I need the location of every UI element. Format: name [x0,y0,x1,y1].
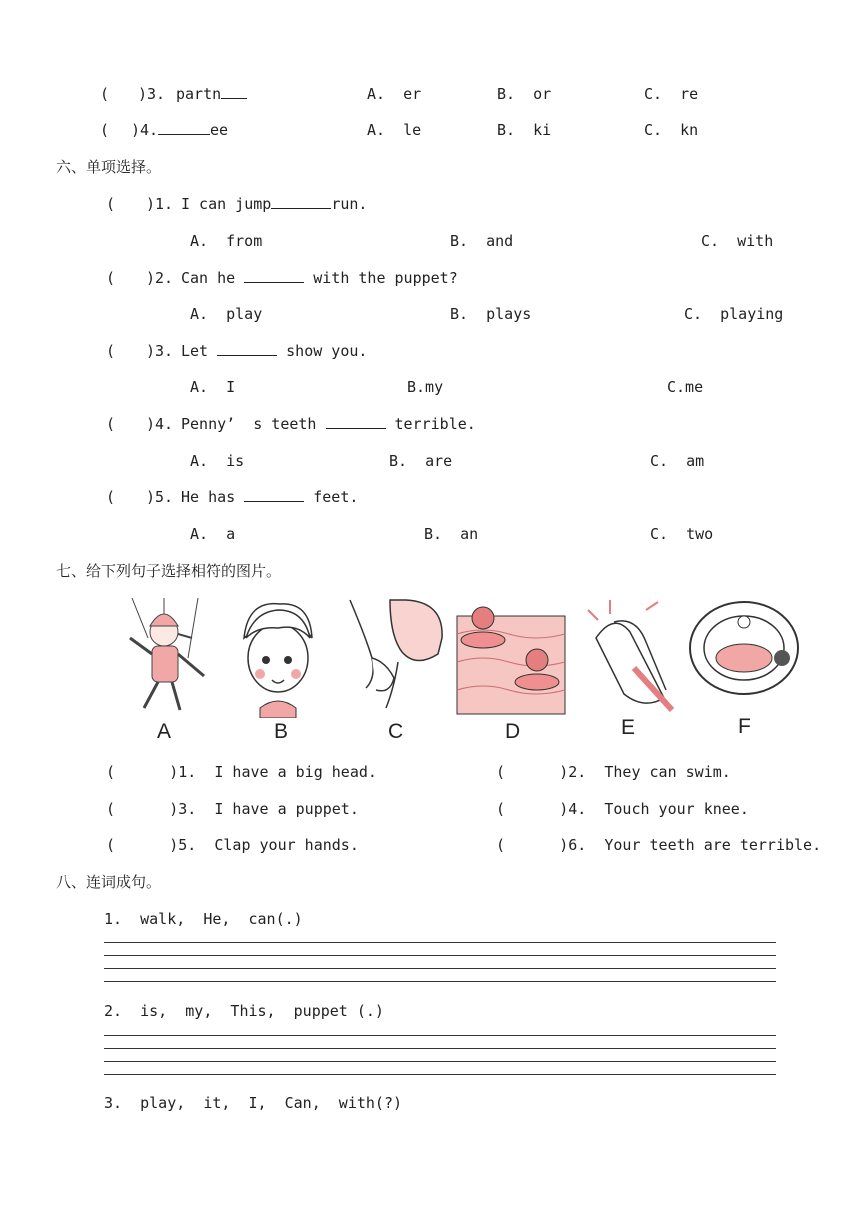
boy-head-picture [238,598,318,718]
writing-line[interactable] [104,942,776,943]
match-sentence[interactable]: ( )3. I have a puppet. [106,800,359,818]
option-c[interactable]: C. am [650,452,705,470]
option-c[interactable]: C.me [667,378,704,396]
option-c[interactable]: C. playing [684,305,784,323]
answer-paren[interactable]: ( [106,269,116,287]
option-b[interactable]: B. ki [497,121,552,139]
option-b[interactable]: B. plays [450,305,532,323]
option-c[interactable]: C. two [650,525,714,543]
answer-paren[interactable]: ( [106,488,116,506]
option-a[interactable]: A. a [190,525,236,543]
picture-label: D [505,720,521,743]
option-a[interactable]: A. is [190,452,245,470]
option-b[interactable]: B. an [424,525,479,543]
option-b[interactable]: B.my [407,378,444,396]
option-c[interactable]: C. with [701,232,774,250]
picture-label: E [621,716,636,739]
answer-paren[interactable]: ( [100,121,110,139]
swimming-picture [455,598,567,718]
knee-picture [346,598,444,718]
question-number: )1. [146,195,174,213]
option-a[interactable]: A. er [367,85,422,103]
picture-label: B [274,720,289,743]
section7-title: 七、给下列句子选择相符的图片。 [56,562,282,580]
option-a[interactable]: A. I [190,378,236,396]
section6-title: 六、单项选择。 [56,158,162,176]
option-a[interactable]: A. from [190,232,263,250]
answer-paren[interactable]: ( [106,342,116,360]
answer-paren[interactable]: ( [106,195,116,213]
option-c[interactable]: C. kn [644,121,699,139]
question-text: Let show you. [181,342,368,360]
match-sentence[interactable]: ( )6. Your teeth are terrible. [496,836,822,854]
scramble-words: 1. walk, He, can(.) [104,910,303,928]
answer-paren[interactable]: ( [100,85,110,103]
scramble-words: 2. is, my, This, puppet (.) [104,1002,384,1020]
writing-line[interactable] [104,1061,776,1062]
option-c[interactable]: C. re [644,85,699,103]
option-b[interactable]: B. or [497,85,552,103]
option-a[interactable]: A. play [190,305,263,323]
question-number: )2. [146,269,174,287]
answer-paren[interactable]: ( [106,415,116,433]
clapping-hands-picture [584,598,676,718]
writing-line[interactable] [104,1048,776,1049]
match-sentence[interactable]: ( )4. Touch your knee. [496,800,749,818]
question-number: )3. [138,85,166,103]
question-number: )4. [131,121,159,139]
question-text: He has feet. [181,488,359,506]
question-number: )5. [146,488,174,506]
option-b[interactable]: B. are [389,452,453,470]
option-a[interactable]: A. le [367,121,422,139]
writing-line[interactable] [104,968,776,969]
question-number: )4. [146,415,174,433]
writing-line[interactable] [104,1035,776,1036]
writing-line[interactable] [104,955,776,956]
picture-label: A [157,720,172,743]
question-text: I can jump run. [181,195,368,213]
puppet-picture [118,598,216,718]
match-sentence[interactable]: ( )5. Clap your hands. [106,836,359,854]
match-sentence[interactable]: ( )2. They can swim. [496,763,731,781]
question-text: Penny’ s teeth terrible. [181,415,476,433]
question-text: Can he with the puppet? [181,269,458,287]
question-number: )3. [146,342,174,360]
section8-title: 八、连词成句。 [56,873,162,891]
writing-line[interactable] [104,1074,776,1075]
option-b[interactable]: B. and [450,232,514,250]
picture-label: F [738,715,751,738]
picture-label: C [388,720,404,743]
teeth-picture [688,598,802,698]
question-stem: partn [176,84,247,104]
question-stem: ee [158,120,228,140]
match-sentence[interactable]: ( )1. I have a big head. [106,763,377,781]
scramble-words: 3. play, it, I, Can, with(?) [104,1094,403,1112]
writing-line[interactable] [104,981,776,982]
